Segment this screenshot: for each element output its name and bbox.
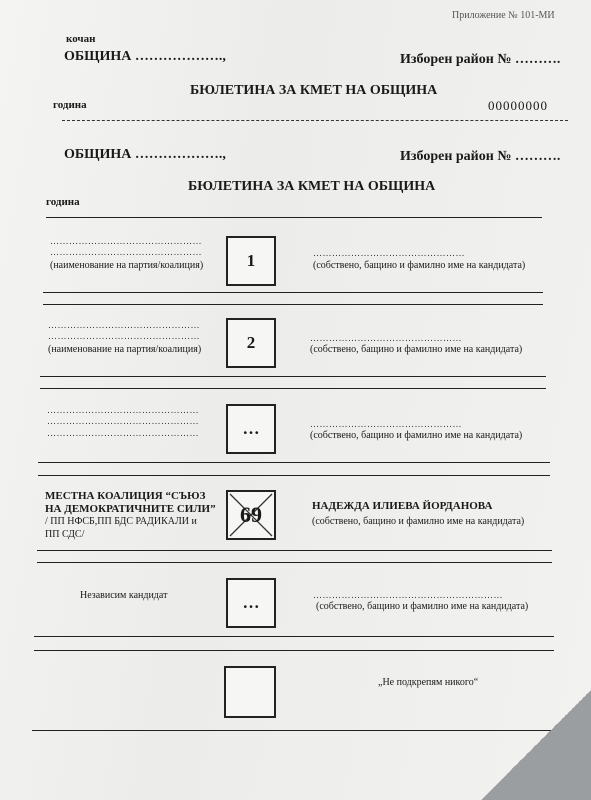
divider xyxy=(37,562,552,563)
divider xyxy=(40,388,546,389)
candidate-caption: (собствено, бащино и фамилно име на кандидата) xyxy=(310,344,523,355)
vote-box-2[interactable] xyxy=(226,318,276,368)
party-caption: (наименование на партия/коалиция) xyxy=(50,260,204,271)
vote-box-1[interactable] xyxy=(226,236,276,286)
appendix-label: Приложение № 101-МИ xyxy=(452,10,555,21)
independent-label: Независим кандидат xyxy=(80,590,168,601)
page-corner xyxy=(481,690,591,800)
candidate-number: 69 xyxy=(240,502,262,527)
serial-number: 00000000 xyxy=(488,98,548,113)
ballot-district: Изборен район № ………. xyxy=(400,149,561,164)
divider xyxy=(43,292,543,293)
candidate-number: 2 xyxy=(246,333,256,352)
party-dots: ………………………………………… xyxy=(50,247,202,257)
party-dots: ………………………………………… xyxy=(47,405,199,415)
divider xyxy=(40,376,546,377)
candidate-dots: ………………………………………… xyxy=(310,333,462,343)
none-label: „Не подкрепям никого“ xyxy=(378,677,479,688)
stub-label: кочан xyxy=(66,33,96,45)
party-dots: ………………………………………… xyxy=(50,236,202,246)
candidate-caption: (собствено, бащино и фамилно име на кандидата) xyxy=(310,430,523,441)
party-dots: ………………………………………… xyxy=(47,416,199,426)
party-name-line: ПП СДС/ xyxy=(45,529,85,540)
party-name-line: НА ДЕМОКРАТИЧНИТЕ СИЛИ” xyxy=(45,503,216,515)
candidate-caption: (собствено, бащино и фамилно име на кандидата) xyxy=(312,516,525,527)
vote-box-69[interactable] xyxy=(226,490,276,540)
divider xyxy=(37,550,552,551)
divider xyxy=(34,636,554,637)
party-name-line: МЕСТНА КОАЛИЦИЯ “СЪЮЗ xyxy=(45,490,206,502)
ballot-year-label: година xyxy=(46,196,80,208)
candidate-number: 1 xyxy=(246,251,256,270)
divider xyxy=(38,462,550,463)
divider xyxy=(43,304,543,305)
stub-municipality: ОБЩИНА ………………., xyxy=(64,49,226,64)
party-caption: (наименование на партия/коалиция) xyxy=(48,344,202,355)
candidate-caption: (собствено, бащино и фамилно име на кандидата) xyxy=(313,260,526,271)
party-dots: ………………………………………… xyxy=(47,428,199,438)
candidate-dots: …………………………………………………… xyxy=(313,590,503,600)
party-dots: ………………………………………… xyxy=(48,331,200,341)
stub-year-label: година xyxy=(53,99,87,111)
tear-line xyxy=(62,120,568,121)
party-name-line: / ПП НФСБ,ПП БДС РАДИКАЛИ и xyxy=(45,516,197,527)
ballot-title: БЮЛЕТИНА ЗА КМЕТ НА ОБЩИНА xyxy=(188,179,436,194)
candidate-caption: (собствено, бащино и фамилно име на кандидата) xyxy=(316,601,529,612)
vote-box-none[interactable] xyxy=(224,666,276,718)
divider xyxy=(46,217,542,218)
vote-box-independent[interactable] xyxy=(226,578,276,628)
ballot-municipality: ОБЩИНА ………………., xyxy=(64,147,226,162)
stub-title: БЮЛЕТИНА ЗА КМЕТ НА ОБЩИНА xyxy=(190,83,438,98)
stub-district: Изборен район № ………. xyxy=(400,52,561,67)
party-dots: ………………………………………… xyxy=(48,320,200,330)
candidate-number: … xyxy=(242,419,260,438)
candidate-number: … xyxy=(242,593,260,612)
candidate-name: НАДЕЖДА ИЛИЕВА ЙОРДАНОВА xyxy=(312,500,493,512)
vote-box-3[interactable] xyxy=(226,404,276,454)
divider xyxy=(34,650,554,651)
candidate-dots: ………………………………………… xyxy=(310,419,462,429)
candidate-dots: ………………………………………… xyxy=(313,248,465,258)
divider xyxy=(38,475,550,476)
